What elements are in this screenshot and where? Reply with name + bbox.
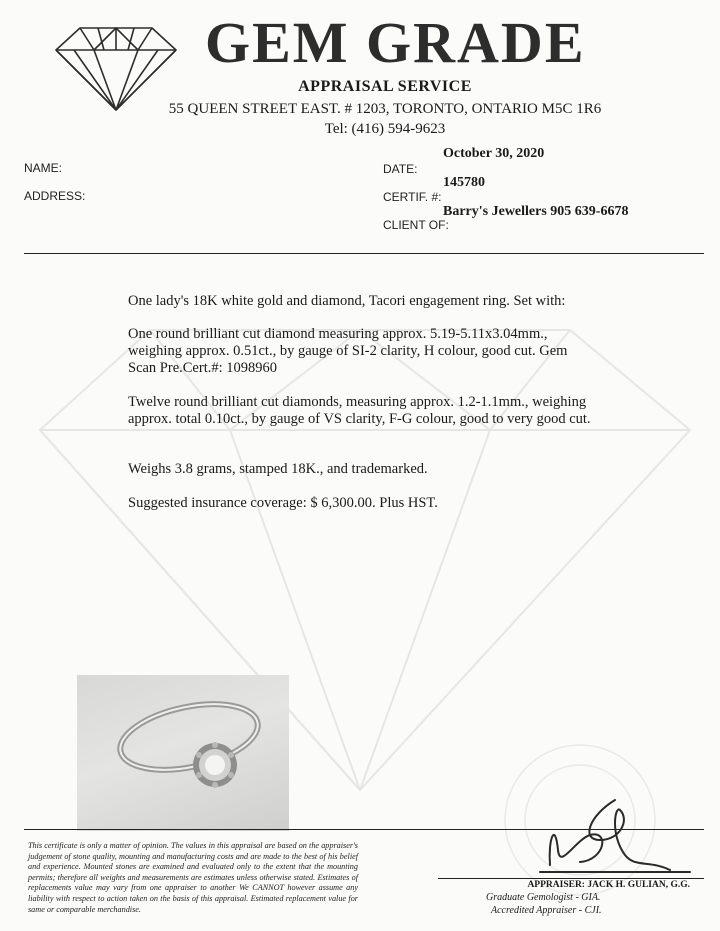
weight-description: Weighs 3.8 grams, stamped 18K., and trademarked. bbox=[128, 461, 428, 477]
date-value: October 30, 2020 bbox=[443, 146, 545, 161]
client-value: Barry's Jewellers 905 639-6678 bbox=[443, 204, 629, 219]
brand-title: GEM GRADE bbox=[205, 10, 586, 75]
ring-photo-icon bbox=[77, 675, 289, 831]
company-phone: Tel: (416) 594-9623 bbox=[324, 121, 446, 137]
ring-photo bbox=[77, 675, 289, 831]
ring-description: One lady's 18K white gold and diamond, Tacori engagement ring. Set with: bbox=[128, 293, 566, 309]
signature-line bbox=[438, 878, 704, 879]
certif-value: 145780 bbox=[443, 175, 485, 190]
address-label: ADDRESS: bbox=[24, 189, 86, 203]
certif-label: CERTIF. #: bbox=[383, 190, 442, 204]
date-label: DATE: bbox=[383, 162, 418, 176]
center-stone-description: One round brilliant cut diamond measuring approx. 5.19-5.11x3.04mm., weighing approx. 0.51ct., by gauge of SI-2 clarity, H colour, good cut. Gem Scan Pre.Cert.#: 1098960 bbox=[128, 326, 568, 376]
disclaimer-text: This certificate is only a matter of opinion. The values in this appraisal are based on the appraiser's judgement of stone quality, mounting and manufacturing costs and are made to the best of his belief and experience. Mounted stones are examined and evaluated only to the extent that the mounting permits; therefore all weights and measurements are estimates unless otherwise stated. Estimates of replacements value may vary from one appraiser to another We CANNOT however assume any liability with respect to action taken on the basis of this appraisal. Estimated replacement value for same or comparable merchandise. bbox=[28, 841, 358, 914]
appraiser-gemologist: Graduate Gemologist - GIA. bbox=[486, 892, 601, 903]
appraiser-name: APPRAISER: JACK H. GULIAN, G.G. bbox=[527, 880, 690, 890]
company-address: 55 QUEEN STREET EAST. # 1203, TORONTO, ONTARIO M5C 1R6 bbox=[168, 101, 602, 117]
name-label: NAME: bbox=[24, 161, 63, 175]
diamond-icon bbox=[54, 22, 178, 112]
signature-mark bbox=[520, 780, 700, 880]
appraiser-accredited: Accredited Appraiser - CJI. bbox=[491, 905, 602, 916]
side-stones-description: Twelve round brilliant cut diamonds, measuring approx. 1.2-1.1mm., weighing approx. total 0.10ct., by gauge of VS clarity, F-G colour, good to very good cut. bbox=[128, 394, 591, 427]
insurance-coverage: Suggested insurance coverage: $ 6,300.00. Plus HST. bbox=[128, 495, 438, 511]
client-label: CLIENT OF: bbox=[383, 218, 449, 232]
brand-subtitle: APPRAISAL SERVICE bbox=[298, 78, 472, 95]
header-divider bbox=[24, 253, 704, 254]
